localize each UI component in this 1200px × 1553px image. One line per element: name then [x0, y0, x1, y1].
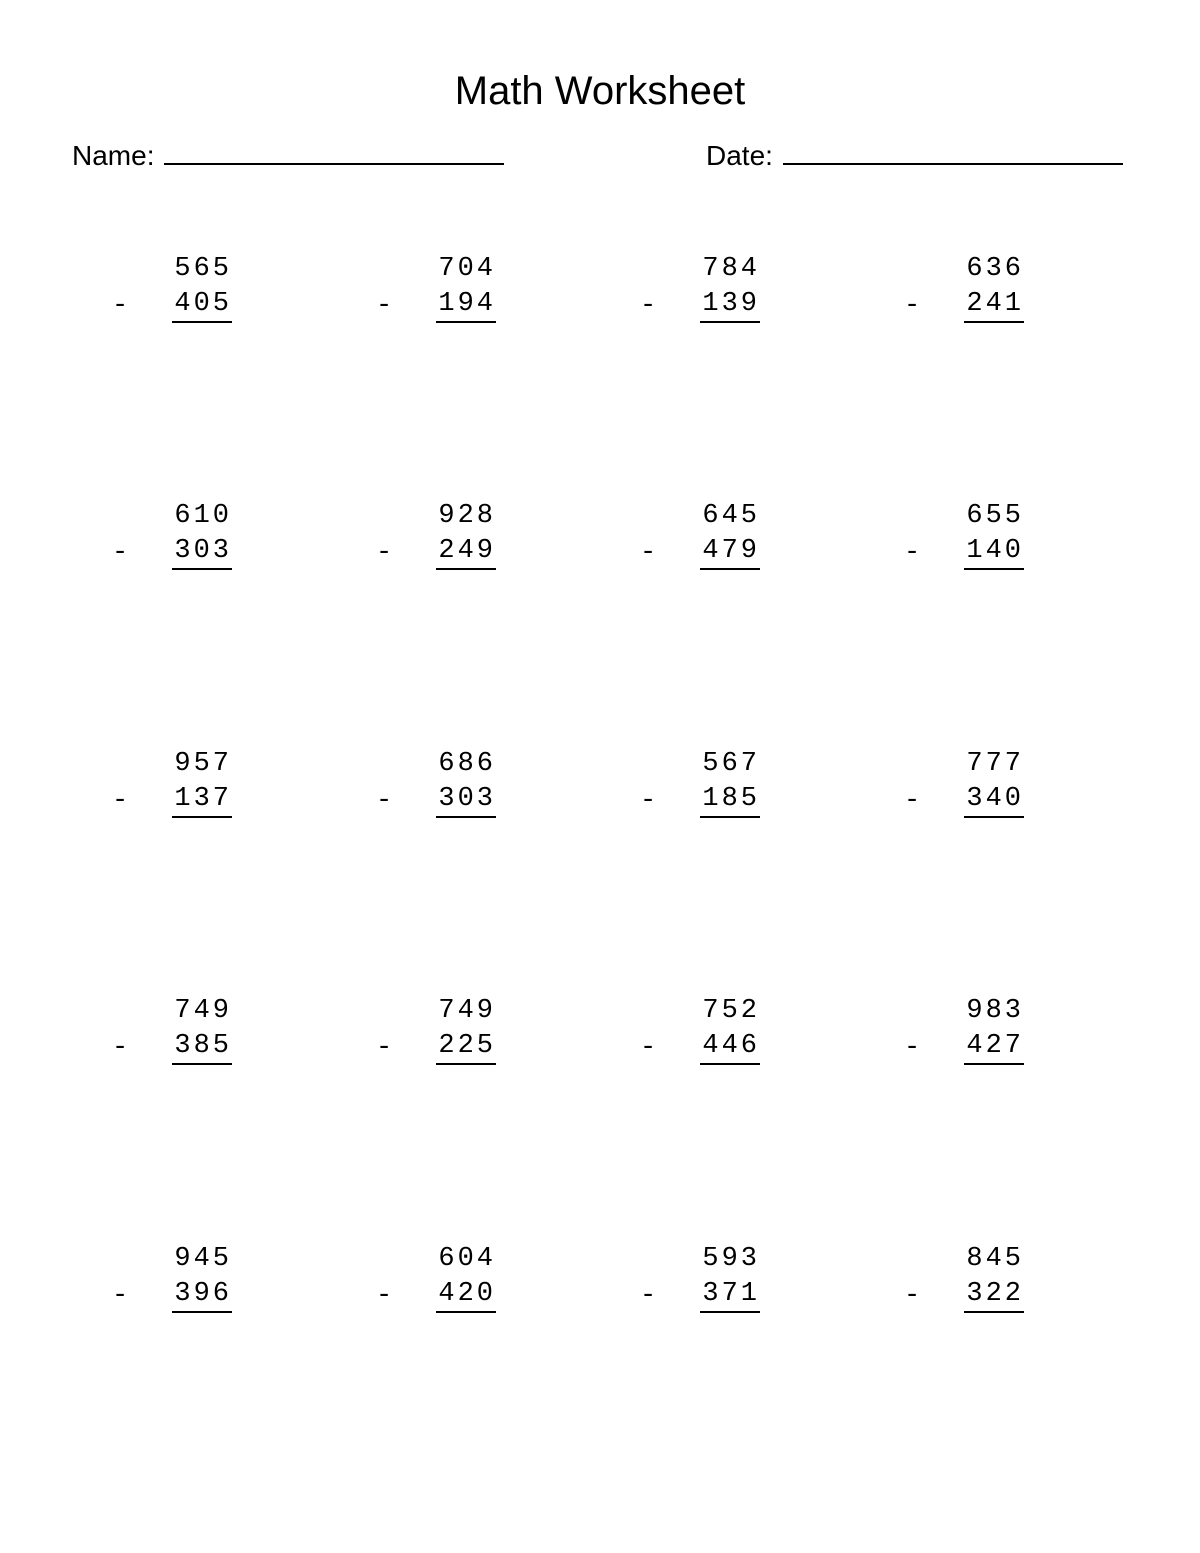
subtrahend: 446: [700, 1030, 760, 1065]
minus-sign: -: [640, 1281, 660, 1311]
subtrahend-row: [640, 1278, 760, 1315]
minus-sign: -: [904, 786, 924, 816]
subtrahend-row: [112, 1278, 232, 1315]
minus-sign: -: [112, 1033, 132, 1063]
subtrahend-row: [376, 288, 496, 325]
subtraction-problem: [376, 251, 496, 325]
subtraction-problem: [904, 251, 1024, 325]
subtrahend: 249: [436, 535, 496, 570]
worksheet-title: Math Worksheet: [454, 69, 746, 113]
subtrahend-row: [904, 1278, 1024, 1315]
minus-sign: -: [112, 786, 132, 816]
minuend: 752: [702, 996, 760, 1026]
subtrahend: 137: [172, 783, 232, 818]
minuend: 655: [966, 501, 1024, 531]
subtrahend: 479: [700, 535, 760, 570]
subtrahend: 405: [172, 288, 232, 323]
date-blank-line: [783, 163, 1123, 165]
subtrahend-row: [640, 783, 760, 820]
subtrahend-row: [112, 535, 232, 572]
minuend: 945: [174, 1244, 232, 1274]
minus-sign: -: [112, 291, 132, 321]
subtrahend: 140: [964, 535, 1024, 570]
minuend: 845: [966, 1244, 1024, 1274]
minuend: 777: [966, 749, 1024, 779]
minuend: 983: [966, 996, 1024, 1026]
minus-sign: -: [640, 291, 660, 321]
minuend: 784: [702, 254, 760, 284]
subtrahend: 303: [436, 783, 496, 818]
name-field: [72, 138, 504, 174]
minuend: 928: [438, 501, 496, 531]
minuend: 686: [438, 749, 496, 779]
minuend: 749: [438, 996, 496, 1026]
subtrahend-row: [904, 535, 1024, 572]
minuend: 704: [438, 254, 496, 284]
subtraction-problem: [112, 251, 232, 325]
subtrahend: 340: [964, 783, 1024, 818]
subtrahend: 139: [700, 288, 760, 323]
subtraction-problem: [376, 746, 496, 820]
subtraction-problem: [640, 1241, 760, 1315]
subtrahend: 322: [964, 1278, 1024, 1313]
subtrahend-row: [112, 1030, 232, 1067]
subtrahend: 420: [436, 1278, 496, 1313]
minus-sign: -: [640, 1033, 660, 1063]
subtrahend-row: [376, 535, 496, 572]
subtrahend: 241: [964, 288, 1024, 323]
minus-sign: -: [112, 538, 132, 568]
subtraction-problem: [112, 498, 232, 572]
subtrahend-row: [640, 1030, 760, 1067]
subtraction-problem: [904, 498, 1024, 572]
subtrahend-row: [640, 535, 760, 572]
minus-sign: -: [376, 1033, 396, 1063]
minus-sign: -: [376, 786, 396, 816]
minus-sign: -: [376, 1281, 396, 1311]
subtraction-problem: [112, 746, 232, 820]
name-label: Name:: [72, 140, 155, 171]
minuend: 565: [174, 254, 232, 284]
subtrahend: 194: [436, 288, 496, 323]
subtraction-problem: [640, 498, 760, 572]
subtraction-problem: [904, 1241, 1024, 1315]
subtrahend: 225: [436, 1030, 496, 1065]
minuend: 645: [702, 501, 760, 531]
subtrahend-row: [376, 783, 496, 820]
minuend: 749: [174, 996, 232, 1026]
date-field: [706, 138, 1123, 174]
subtrahend-row: [376, 1030, 496, 1067]
minus-sign: -: [904, 1033, 924, 1063]
subtraction-problem: [904, 993, 1024, 1067]
subtrahend-row: [904, 1030, 1024, 1067]
minuend: 636: [966, 254, 1024, 284]
subtrahend-row: [904, 783, 1024, 820]
subtraction-problem: [904, 746, 1024, 820]
subtrahend: 385: [172, 1030, 232, 1065]
minuend: 957: [174, 749, 232, 779]
subtraction-problem: [640, 993, 760, 1067]
name-blank-line: [164, 163, 504, 165]
subtrahend: 185: [700, 783, 760, 818]
minuend: 604: [438, 1244, 496, 1274]
minuend: 593: [702, 1244, 760, 1274]
subtrahend-row: [112, 783, 232, 820]
subtraction-problem: [376, 993, 496, 1067]
subtraction-problem: [112, 1241, 232, 1315]
subtrahend-row: [112, 288, 232, 325]
minus-sign: -: [640, 786, 660, 816]
subtraction-problem: [640, 251, 760, 325]
subtraction-problem: [640, 746, 760, 820]
minus-sign: -: [640, 538, 660, 568]
minus-sign: -: [112, 1281, 132, 1311]
minus-sign: -: [904, 1281, 924, 1311]
subtrahend: 303: [172, 535, 232, 570]
subtraction-problem: [376, 498, 496, 572]
minus-sign: -: [904, 291, 924, 321]
minus-sign: -: [376, 291, 396, 321]
date-label: Date:: [706, 140, 773, 171]
subtrahend-row: [376, 1278, 496, 1315]
subtraction-problem: [376, 1241, 496, 1315]
subtrahend-row: [640, 288, 760, 325]
minuend: 610: [174, 501, 232, 531]
minus-sign: -: [904, 538, 924, 568]
subtrahend: 427: [964, 1030, 1024, 1065]
subtraction-problem: [112, 993, 232, 1067]
subtrahend: 396: [172, 1278, 232, 1313]
subtrahend-row: [904, 288, 1024, 325]
subtrahend: 371: [700, 1278, 760, 1313]
minus-sign: -: [376, 538, 396, 568]
minuend: 567: [702, 749, 760, 779]
